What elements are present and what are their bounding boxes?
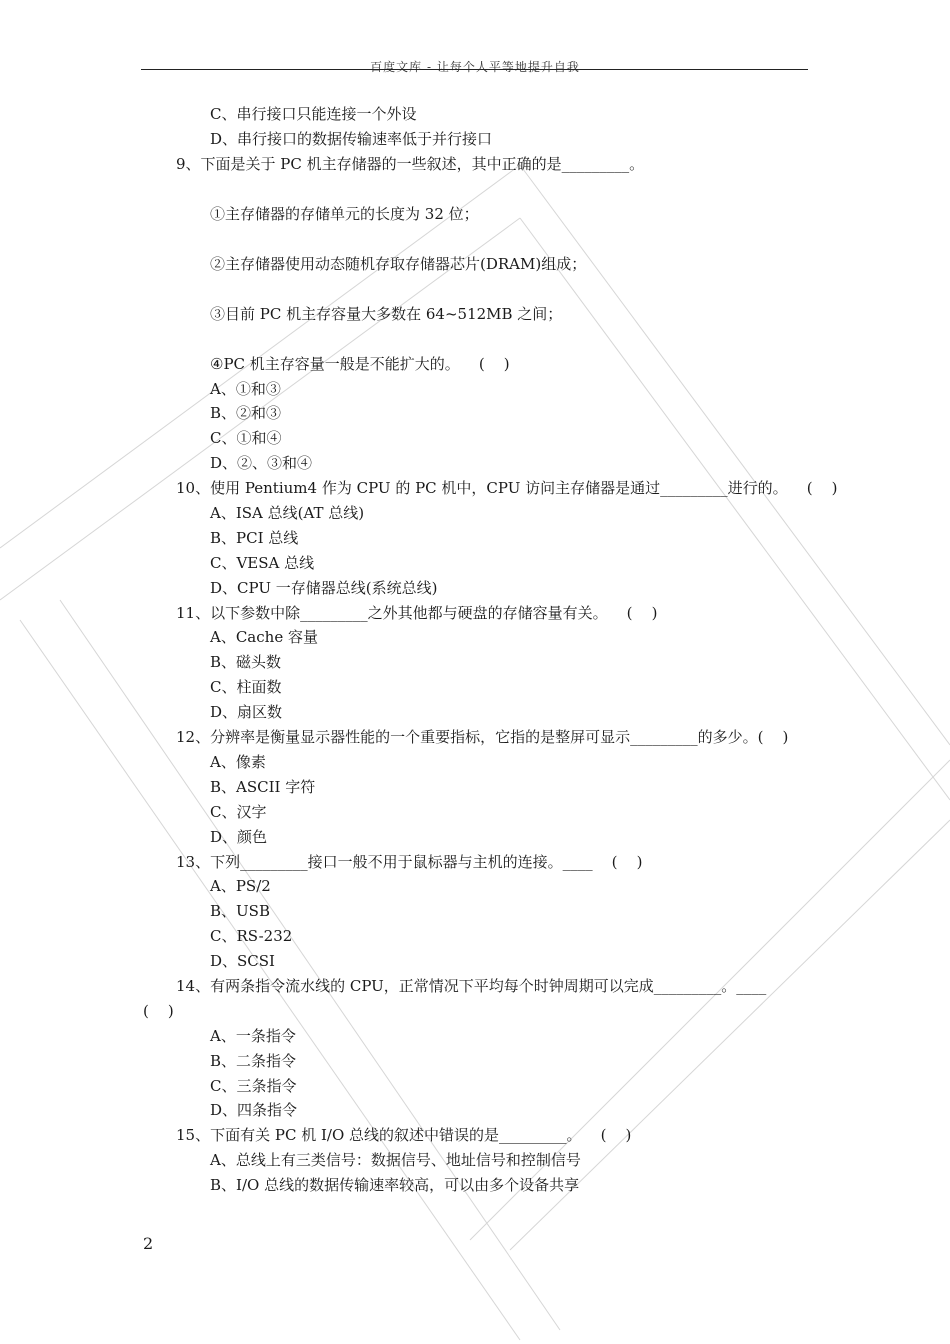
- option-line: D、②、③和④: [210, 454, 313, 472]
- option-line: C、串行接口只能连接一个外设: [210, 105, 417, 123]
- option-line: B、磁头数: [210, 653, 282, 671]
- option-line: A、像素: [210, 753, 266, 771]
- page-number: 2: [143, 1234, 154, 1253]
- statement-line: ④PC 机主存容量一般是不能扩大的。 ( ): [210, 355, 510, 373]
- option-line: C、VESA 总线: [210, 554, 315, 572]
- option-line: A、总线上有三类信号：数据信号、地址信号和控制信号: [210, 1151, 581, 1169]
- option-line: B、ASCII 字符: [210, 778, 316, 796]
- option-line: C、RS-232: [210, 927, 293, 945]
- statement-line: ③目前 PC 机主存容量大多数在 64~512MB 之间；: [210, 305, 563, 323]
- question-13: 13、下列_________接口一般不用于鼠标器与主机的连接。____ ( ): [176, 853, 643, 871]
- option-line: A、①和③: [210, 380, 281, 398]
- option-line: A、一条指令: [210, 1027, 296, 1045]
- option-line: A、Cache 容量: [210, 628, 318, 646]
- statement-line: ②主存储器使用动态随机存取存储器芯片(DRAM)组成；: [210, 255, 587, 273]
- option-line: A、ISA 总线(AT 总线): [210, 504, 365, 522]
- question-12: 12、分辨率是衡量显示器性能的一个重要指标，它指的是整屏可显示_________的多少。( ): [176, 728, 789, 746]
- option-line: D、CPU 一存储器总线(系统总线): [210, 579, 438, 597]
- option-line: C、柱面数: [210, 678, 282, 696]
- option-line: D、颜色: [210, 828, 268, 846]
- option-line: D、扇区数: [210, 703, 283, 721]
- option-line: B、PCI 总线: [210, 529, 299, 547]
- option-line: C、①和④: [210, 429, 282, 447]
- option-line: D、串行接口的数据传输速率低于并行接口: [210, 130, 493, 148]
- option-line: D、SCSI: [210, 952, 275, 970]
- question-15: 15、下面有关 PC 机 I/O 总线的叙述中错误的是_________。 ( ): [176, 1126, 632, 1144]
- option-line: C、三条指令: [210, 1077, 297, 1095]
- page-header: 百度文库 - 让每个人平等地提升自我: [370, 60, 580, 74]
- option-line: B、USB: [210, 902, 270, 920]
- option-line: C、汉字: [210, 803, 267, 821]
- header-rule: [141, 69, 808, 70]
- option-line: D、四条指令: [210, 1101, 298, 1119]
- answer-bracket: ( ): [143, 1002, 174, 1020]
- option-line: A、PS/2: [210, 877, 271, 895]
- option-line: B、②和③: [210, 404, 282, 422]
- statement-line: ①主存储器的存储单元的长度为 32 位；: [210, 205, 479, 223]
- question-9: 9、下面是关于 PC 机主存储器的一些叙述，其中正确的是_________。: [176, 155, 645, 173]
- question-10: 10、使用 Pentium4 作为 CPU 的 PC 机中，CPU 访问主存储器是通过_________进行的。 ( ): [176, 479, 838, 497]
- question-14: 14、有两条指令流水线的 CPU，正常情况下平均每个时钟周期可以完成_________。____: [176, 977, 767, 995]
- option-line: B、二条指令: [210, 1052, 297, 1070]
- option-line: B、I/O 总线的数据传输速率较高，可以由多个设备共享: [210, 1176, 580, 1194]
- question-11: 11、以下参数中除_________之外其他都与硬盘的存储容量有关。 ( ): [176, 604, 658, 622]
